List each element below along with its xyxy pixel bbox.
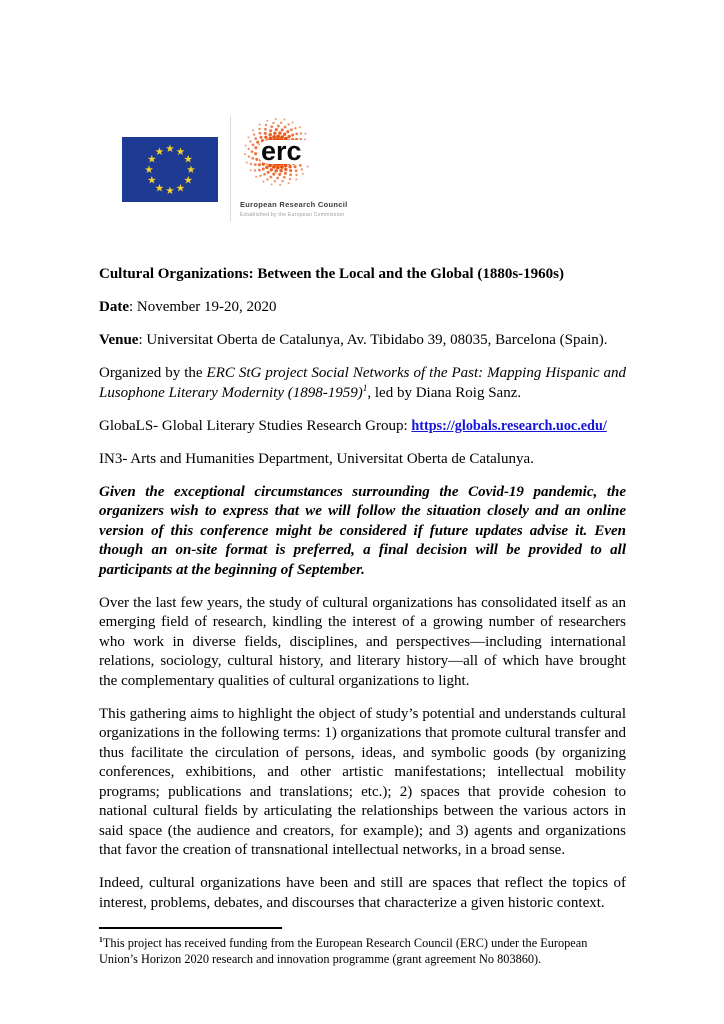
paragraph-over-years: Over the last few years, the study of cultural organizations has consolidated itself as an emerging field of research, kindling the interest of a growing number of researchers who work in diverse fields, disciplines, and perspectives—including international relations, sociology, cultural history, and literary history—all of which have brought the complementary qualities of cultural organizations to light. bbox=[99, 594, 626, 689]
eu-flag-icon bbox=[122, 137, 218, 202]
venue-label: Venue bbox=[99, 332, 139, 348]
erc-name-text: European Research Council bbox=[240, 200, 348, 209]
footnote-body: This project has received funding from the European Research Council (ERC) under the European Union’s Horizon 2020 research and innovation programme (grant agreement No 803860). bbox=[99, 935, 588, 966]
date-value: : November 19-20, 2020 bbox=[129, 299, 277, 315]
erc-sunburst-icon bbox=[240, 114, 340, 194]
project-title-italic: ERC StG project Social Networks of the Past: Mapping Hispanic and Lusophone Literary Modernity (1898-1959) bbox=[99, 365, 626, 401]
erc-logo bbox=[240, 114, 358, 218]
organizer-prefix: Organized by the bbox=[99, 365, 207, 381]
svg-text:★: ★ bbox=[154, 146, 165, 158]
logo-divider bbox=[230, 116, 231, 222]
globals-line bbox=[99, 417, 626, 437]
svg-text:★: ★ bbox=[183, 154, 193, 166]
footnote-separator-rule bbox=[99, 927, 282, 929]
svg-text:★: ★ bbox=[165, 186, 175, 198]
erc-wordmark: erc bbox=[261, 136, 302, 166]
footnote-marker: 1 bbox=[99, 934, 103, 944]
svg-text:★: ★ bbox=[186, 165, 196, 177]
svg-text:★: ★ bbox=[154, 183, 165, 195]
document-title: Cultural Organizations: Between the Local and the Global (1880s-1960s) bbox=[99, 266, 564, 282]
svg-text:★: ★ bbox=[144, 165, 154, 177]
svg-text:★: ★ bbox=[147, 154, 157, 166]
venue-value: : Universitat Oberta de Catalunya, Av. Tibidabo 39, 08035, Barcelona (Spain). bbox=[138, 332, 608, 348]
erc-tagline-text: Established by the European Commission bbox=[240, 212, 345, 218]
organizer-paragraph bbox=[99, 364, 626, 403]
venue-line bbox=[99, 331, 626, 351]
svg-text:★: ★ bbox=[183, 175, 193, 187]
footnote-block bbox=[99, 927, 626, 968]
organizer-suffix: , led by Diana Roig Sanz. bbox=[367, 384, 522, 401]
date-line bbox=[99, 298, 626, 318]
svg-text:★: ★ bbox=[147, 175, 157, 187]
date-label: Date bbox=[99, 299, 129, 315]
svg-text:★: ★ bbox=[165, 144, 175, 156]
paragraph-gathering-aims: This gathering aims to highlight the object of study’s potential and understands cultural organizations in the following terms: 1) organizations that promote cultural transfer and thus facilitate the circulation of persons, ideas, and symbolic goods (by organizing conferences, exhibitions, and other artistic manifestations; intellectual mobility programs; publications and translations; etc.); 2) spaces that provide cohesion to national cultural fields by articulating the relationships between the various actors in said space (the audience and creators, for example); and 3) agents and organizations that favor the creation of transnational intellectual networks, in a broad sense. bbox=[99, 705, 626, 858]
svg-text:★: ★ bbox=[175, 183, 186, 195]
paragraph-indeed: Indeed, cultural organizations have been and still are spaces that reflect the topics of interest, problems, debates, and discourses that characterize a given historic context. bbox=[99, 875, 626, 911]
globals-research-link[interactable]: https://globals.research.uoc.edu/ bbox=[411, 417, 607, 434]
covid-notice-paragraph: Given the exceptional circumstances surrounding the Covid-19 pandemic, the organizers wish to express that we will follow the situation closely and an online version of this conference might be considered if future updates advise it. Even though an on-site format is preferred, a final decision will be provided to all participants at the beginning of September. bbox=[99, 483, 626, 578]
document-body bbox=[99, 265, 626, 968]
globals-label: GlobaLS- Global Literary Studies Research Group: bbox=[99, 417, 412, 434]
footnote-text bbox=[99, 935, 626, 968]
in3-line: IN3- Arts and Humanities Department, Universitat Oberta de Catalunya. bbox=[99, 450, 534, 467]
footnote-reference: 1 bbox=[362, 383, 368, 394]
svg-text:★: ★ bbox=[175, 146, 186, 158]
